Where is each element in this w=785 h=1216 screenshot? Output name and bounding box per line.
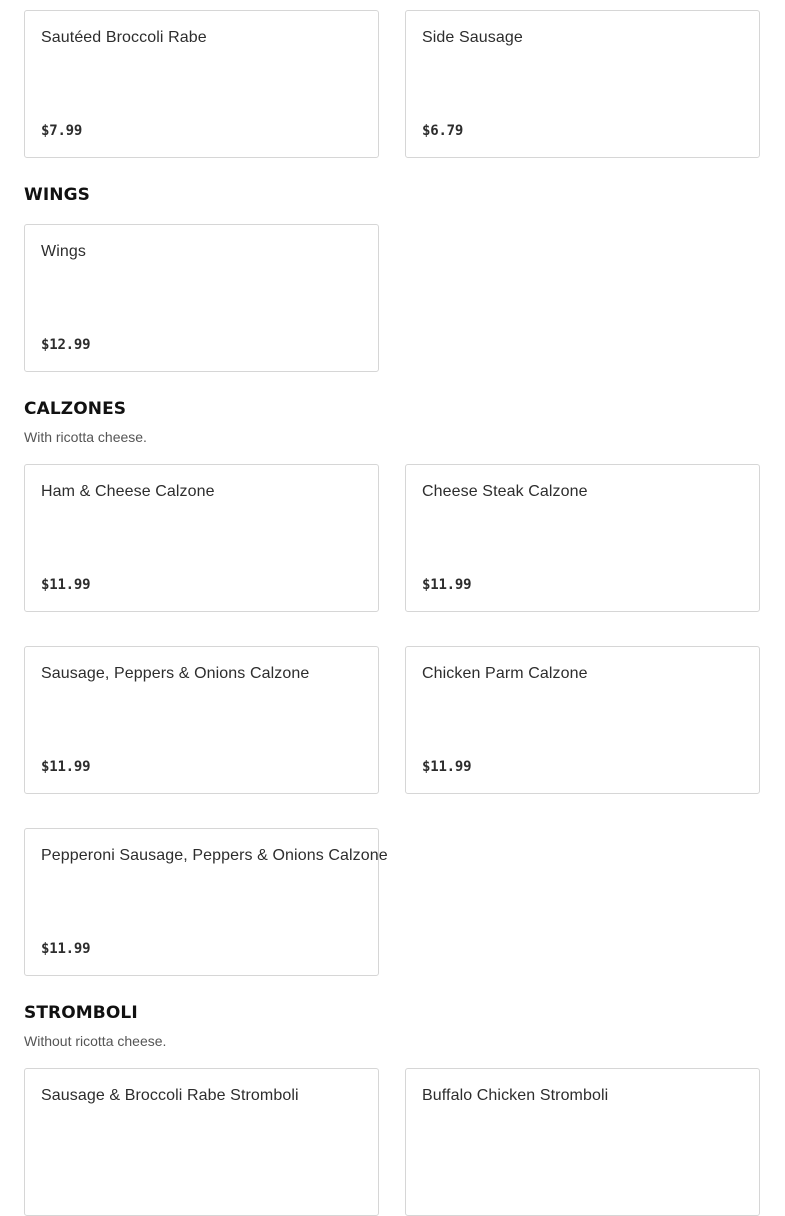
menu-item-card[interactable] bbox=[405, 646, 760, 794]
menu-item-name: Chicken Parm Calzone bbox=[422, 665, 588, 682]
menu-item-name: Sausage & Broccoli Rabe Stromboli bbox=[41, 1087, 299, 1104]
menu-item-price: $11.99 bbox=[41, 759, 91, 775]
menu-item-card[interactable] bbox=[24, 464, 379, 612]
menu-item-name: Wings bbox=[41, 243, 86, 260]
menu-item-card[interactable] bbox=[405, 10, 760, 158]
menu-item-price: $6.79 bbox=[422, 123, 464, 139]
menu-item-name: Side Sausage bbox=[422, 29, 523, 46]
menu-item-card[interactable] bbox=[405, 1068, 760, 1216]
menu-item-name: Pepperoni Sausage, Peppers & Onions Calzone bbox=[41, 847, 388, 864]
menu-item-card[interactable] bbox=[24, 646, 379, 794]
menu-item-price: $11.99 bbox=[41, 941, 91, 957]
menu-item-name: Cheese Steak Calzone bbox=[422, 483, 588, 500]
menu-item-card[interactable] bbox=[24, 828, 388, 976]
section-title-stromboli: STROMBOLI bbox=[24, 1003, 138, 1023]
menu-item-price: $11.99 bbox=[422, 759, 472, 775]
menu-item-name: Sautéed Broccoli Rabe bbox=[41, 29, 207, 46]
section-description-stromboli: Without ricotta cheese. bbox=[24, 1033, 167, 1049]
menu-item-price: $11.99 bbox=[422, 577, 472, 593]
section-title-calzones: CALZONES bbox=[24, 399, 127, 419]
menu-item-card[interactable] bbox=[24, 1068, 379, 1216]
menu-item-name: Sausage, Peppers & Onions Calzone bbox=[41, 665, 310, 682]
menu-item-price: $7.99 bbox=[41, 123, 83, 139]
menu-item-price: $11.99 bbox=[41, 577, 91, 593]
menu-item-name: Ham & Cheese Calzone bbox=[41, 483, 215, 500]
section-description-calzones: With ricotta cheese. bbox=[24, 429, 147, 445]
menu-item-card[interactable] bbox=[24, 10, 379, 158]
menu-item-name: Buffalo Chicken Stromboli bbox=[422, 1087, 609, 1104]
menu-item-card[interactable] bbox=[405, 464, 760, 612]
section-title-wings: WINGS bbox=[24, 185, 91, 205]
menu-item-card[interactable] bbox=[24, 224, 379, 372]
menu-item-price: $12.99 bbox=[41, 337, 91, 353]
